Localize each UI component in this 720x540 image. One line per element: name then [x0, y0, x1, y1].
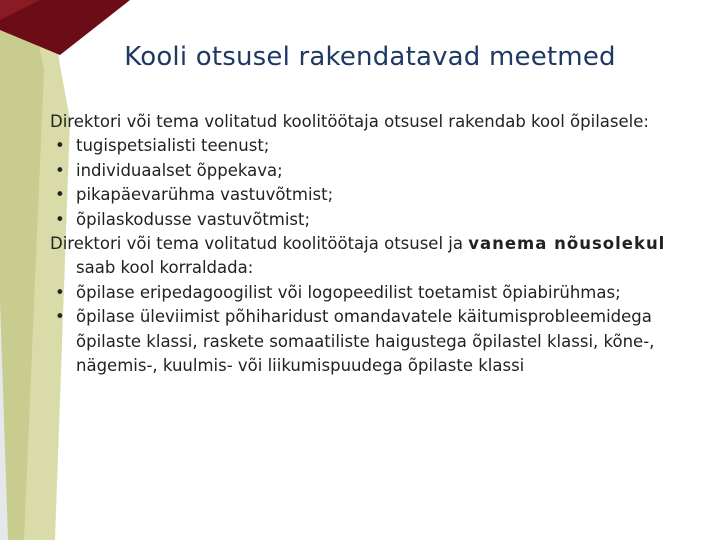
- list-item: [50, 305, 690, 378]
- list-item: [50, 208, 690, 232]
- consent-text-after: saab kool korraldada:: [76, 258, 254, 278]
- intro-paragraph: Direktori või tema volitatud koolitöötaja otsusel rakendab kool õpilasele:: [50, 112, 649, 131]
- bullet-icon: •: [55, 307, 65, 327]
- bullet-icon: •: [55, 136, 65, 156]
- bullet-icon: •: [55, 282, 65, 302]
- bullet-icon: •: [55, 160, 65, 180]
- list-item-text: õpilase üleviimist põhiharidust omandavatele käitumisprobleemidega õpilaste klassi, raskete somaatiliste haigustega õpilastel klassi, kõne-, nägemis-, kuulmis- või liikumispuudega õpilaste klassi: [76, 307, 655, 376]
- consent-paragraph: [50, 232, 690, 281]
- list-item: [50, 183, 690, 207]
- bullet-icon: •: [55, 185, 65, 205]
- list-item: [50, 134, 690, 158]
- consent-text-before: Direktori või tema volitatud koolitöötaja otsusel ja: [50, 234, 469, 254]
- list-item-text: pikapäevarühma vastuvõtmist;: [76, 185, 334, 205]
- slide-title: Kooli otsusel rakendatavad meetmed: [124, 42, 616, 72]
- consent-emphasis: vanema nõusolekul: [468, 234, 666, 254]
- list-item: [50, 159, 690, 183]
- list-item-text: individuaalset õppekava;: [76, 160, 283, 180]
- slide-body: [50, 110, 690, 378]
- list-item-text: tugispetsialisti teenust;: [76, 136, 270, 156]
- list-item-text: õpilase eripedagoogilist või logopeedilist toetamist õpiabirühmas;: [76, 282, 621, 302]
- bullet-icon: •: [55, 209, 65, 229]
- list-item-text: õpilaskodusse vastuvõtmist;: [76, 209, 311, 229]
- list-item: [50, 281, 690, 305]
